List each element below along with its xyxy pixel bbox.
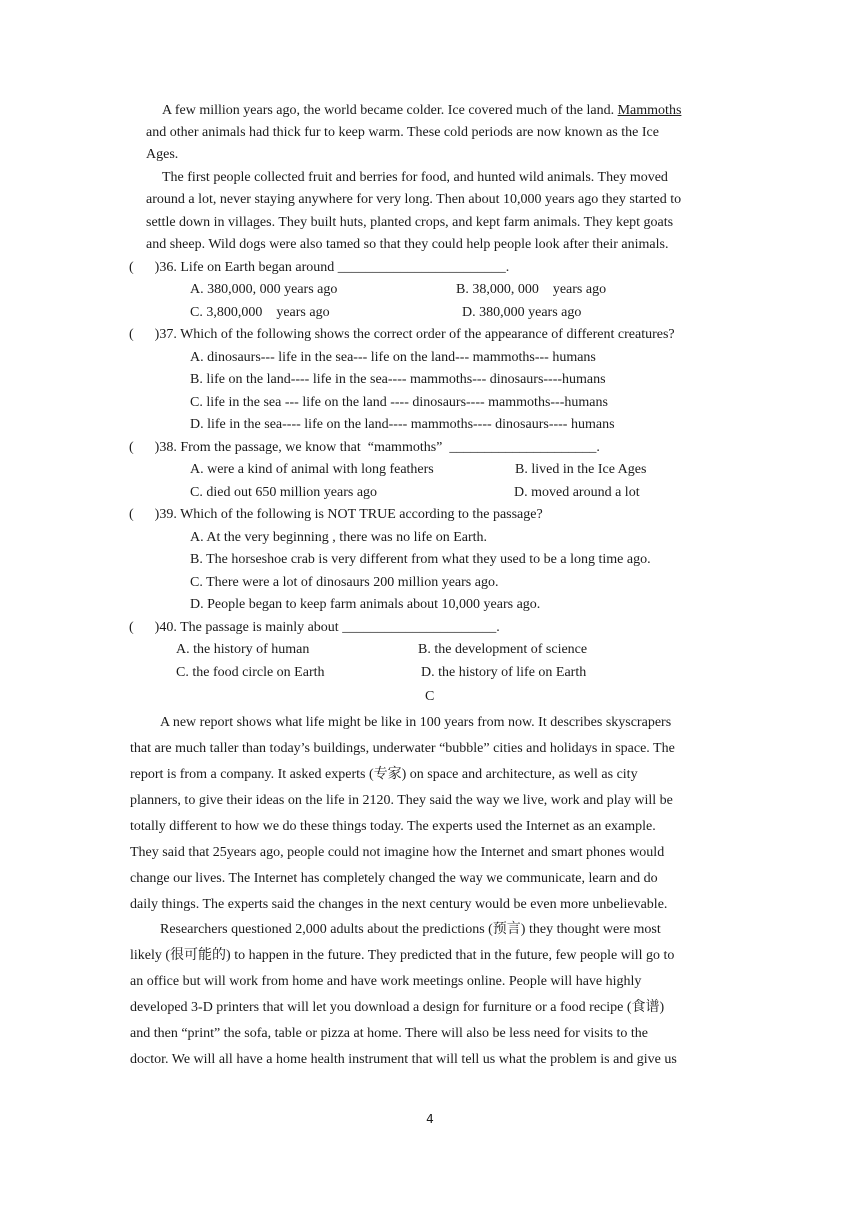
passage-b-p1-line2: and other animals had thick fur to keep warm. These cold periods are now known as the Ice [146,125,659,140]
question-37-option-c: C. life in the sea --- life on the land ---- dinosaurs---- mammoths---humans [190,395,608,410]
question-39-stem: ( )39. Which of the following is NOT TRUE according to the passage? [129,507,543,522]
question-40-option-a: A. the history of human [176,642,310,657]
passage-c-p2-line: and then “print” the sofa, table or pizza at home. There will also be less need for visits to the [130,1026,648,1041]
passage-b-p2-line1: The first people collected fruit and berries for food, and hunted wild animals. They moved [162,170,668,185]
passage-c-p1-line: change our lives. The Internet has completely changed the way we communicate, learn and do [130,871,658,886]
question-36-option-c: C. 3,800,000 years ago [190,305,330,320]
question-40-option-b: B. the development of science [418,642,588,657]
passage-b-p2-line4: and sheep. Wild dogs were also tamed so that they could help people look after their animals. [146,237,669,252]
question-39-option-c: C. There were a lot of dinosaurs 200 million years ago. [190,575,499,590]
passage-c-p2-line: Researchers questioned 2,000 adults about the predictions (预言) they thought were most [160,922,661,937]
question-37-option-b: B. life on the land---- life in the sea---- mammoths--- dinosaurs----humans [190,372,606,387]
passage-c-heading: C [425,689,435,704]
question-38-option-d: D. moved around a lot [514,485,640,500]
question-39-option-a: A. At the very beginning , there was no life on Earth. [190,530,488,545]
passage-c-p1-line: They said that 25years ago, people could not imagine how the Internet and smart phones would [130,845,665,860]
question-40-option-c: C. the food circle on Earth [176,665,325,680]
passage-c-p1-line: report is from a company. It asked experts (专家) on space and architecture, as well as city [130,767,638,782]
passage-b-p1-line3: Ages. [146,147,179,162]
question-37-option-a: A. dinosaurs--- life in the sea--- life on the land--- mammoths--- humans [190,350,596,365]
passage-b-p2-line3: settle down in villages. They built huts, planted crops, and kept farm animals. They kept goats [146,215,674,230]
passage-c-p2-line: likely (很可能的) to happen in the future. They predicted that in the future, few people will go to [130,948,675,963]
question-36-option-d: D. 380,000 years ago [462,305,582,320]
underlined-word-mammoths: Mammoths [617,103,682,118]
question-40-option-d: D. the history of life on Earth [421,665,587,680]
passage-b-p1-line1 [162,102,681,120]
question-39-option-b: B. The horseshoe crab is very different from what they used to be a long time ago. [190,552,651,567]
passage-c-p1-line: that are much taller than today’s buildings, underwater “bubble” cities and holidays in space. The [130,741,675,756]
passage-c-p1-line: planners, to give their ideas on the life in 2120. They said the way we live, work and play will be [130,793,673,808]
question-40-stem: ( )40. The passage is mainly about ______________________. [129,620,500,635]
question-38-option-a: A. were a kind of animal with long feathers [190,462,434,477]
question-36-option-a: A. 380,000, 000 years ago [190,282,338,297]
passage-c-p2-line: developed 3-D printers that will let you download a design for furniture or a food recipe (食谱) [130,1000,665,1015]
passage-c-p1-line: totally different to how we do these things today. The experts used the Internet as an example. [130,819,656,834]
passage-b-p2-line2: around a lot, never staying anywhere for very long. Then about 10,000 years ago they started to [146,192,682,207]
passage-c-p1-line: daily things. The experts said the changes in the next century would be even more unbelievable. [130,897,668,912]
question-38-option-c: C. died out 650 million years ago [190,485,378,500]
passage-c-p2-line: doctor. We will all have a home health instrument that will tell us what the problem is and give us [130,1052,677,1067]
question-36-stem: ( )36. Life on Earth began around ________________________. [129,260,510,275]
question-36-option-b: B. 38,000, 000 years ago [456,282,607,297]
passage-c-p1-line: A new report shows what life might be like in 100 years from now. It describes skyscrapers [160,715,672,730]
question-38-option-b: B. lived in the Ice Ages [515,462,647,477]
question-37-option-d: D. life in the sea---- life on the land---- mammoths---- dinosaurs---- humans [190,417,615,432]
passage-c-p2-line: an office but will work from home and have work meetings online. People will have highly [130,974,642,989]
passage-text: A few million years ago, the world became colder. Ice covered much of the land. [162,103,618,118]
question-38-stem: ( )38. From the passage, we know that “mammoths” _____________________. [129,440,600,455]
question-39-option-d: D. People began to keep farm animals about 10,000 years ago. [190,597,541,612]
question-37-stem: ( )37. Which of the following shows the correct order of the appearance of different creatures? [129,327,675,342]
page-number: 4 [426,1112,434,1126]
